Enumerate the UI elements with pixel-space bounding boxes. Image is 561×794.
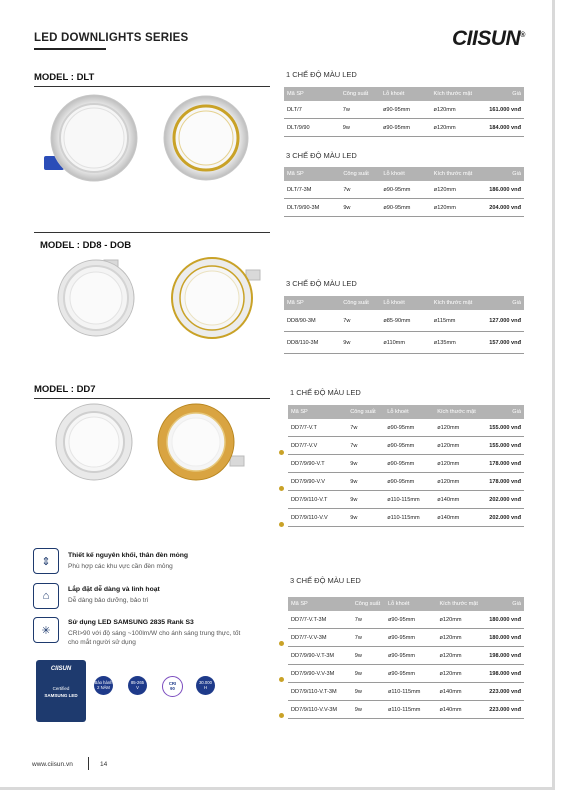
brand-logo: CIISUN®	[452, 27, 525, 50]
cell: ø90-95mm	[380, 119, 431, 137]
cell: ø110-115mm	[385, 701, 436, 719]
col-code: Mã SP	[284, 296, 340, 310]
badge-line: V	[136, 684, 139, 690]
cell: 9w	[340, 332, 380, 354]
dd7-table-2	[288, 597, 524, 719]
cell-price: 178.000 vnđ	[486, 455, 524, 473]
gold-variant-dot	[279, 522, 284, 527]
warranty-badge	[94, 676, 113, 695]
badge-line: Bảo hành	[94, 679, 113, 685]
cell: ø90-95mm	[384, 419, 434, 437]
table-header-row	[288, 405, 524, 419]
dd8-table	[284, 296, 524, 354]
model-dlt-title: MODEL : DLT	[34, 72, 95, 83]
cell-price: 127.000 vnđ	[486, 310, 524, 332]
cell: ø135mm	[431, 332, 487, 354]
cell: ø140mm	[436, 701, 486, 719]
dd7-table-1	[288, 405, 524, 527]
cell: DD7/9/90-V.T	[288, 455, 347, 473]
dlt-table-2	[284, 167, 524, 217]
col-code: Mã SP	[284, 167, 340, 181]
col-code: Mã SP	[284, 87, 340, 101]
col-face: Kích thước mặt	[436, 597, 486, 611]
cell: ø120mm	[436, 665, 486, 683]
cell: ø90-95mm	[380, 199, 430, 217]
led-chip-icon: ✳	[33, 617, 59, 643]
gold-variant-dot	[279, 486, 284, 491]
cell: 9w	[340, 119, 380, 137]
cell: ø140mm	[436, 683, 486, 701]
page-number: 14	[100, 761, 108, 768]
col-cutout: Lỗ khoét	[380, 167, 430, 181]
table-row	[288, 701, 524, 719]
cell: DD7/9/110-V.T-3M	[288, 683, 352, 701]
cell-price: 223.000 vnđ	[486, 683, 524, 701]
cell: DD7/9/90-V.V-3M	[288, 665, 352, 683]
cell: 9w	[347, 491, 384, 509]
cell: ø90-95mm	[384, 455, 434, 473]
cell: 7w	[340, 101, 380, 119]
table-row	[288, 455, 524, 473]
col-cutout: Lỗ khoét	[380, 296, 430, 310]
badge-line: 2 NĂM	[97, 684, 110, 690]
table-row	[288, 683, 524, 701]
title-underline	[34, 48, 106, 50]
cell: 9w	[352, 701, 385, 719]
cell: DD7/9/110-V.V-3M	[288, 701, 352, 719]
cell: ø120mm	[436, 647, 486, 665]
table-row	[288, 473, 524, 491]
cell: ø110-115mm	[385, 683, 436, 701]
series-title: LED DOWNLIGHTS SERIES	[34, 32, 189, 44]
divider	[34, 232, 270, 233]
cell-price: 198.000 vnđ	[486, 665, 524, 683]
cell: ø110mm	[380, 332, 430, 354]
cell: DD7/7-V.V-3M	[288, 629, 352, 647]
dlt-group2-title: 3 CHẾ ĐỘ MÀU LED	[286, 151, 357, 160]
table-row	[284, 332, 524, 354]
feature-title: Thiết kế nguyên khối, thân đèn mỏng	[68, 552, 189, 559]
dd7-group1-title: 1 CHẾ ĐỘ MÀU LED	[290, 388, 361, 397]
table-header-row	[284, 167, 524, 181]
lifespan-badge	[196, 676, 215, 695]
feature-desc: Phù hợp các khu vực cần đèn mỏng	[68, 563, 173, 570]
cell: ø90-95mm	[384, 437, 434, 455]
cell: DLT/9/90-3M	[284, 199, 340, 217]
cell: ø90-95mm	[380, 101, 431, 119]
col-cutout: Lỗ khoét	[380, 87, 431, 101]
dlt-product-image	[34, 94, 270, 184]
table-row	[288, 665, 524, 683]
cell: DD7/9/110-V.V	[288, 509, 347, 527]
samsung-certified-badge	[36, 660, 86, 722]
feature-desc: Dễ dàng bảo dưỡng, bảo trì	[68, 597, 149, 604]
table-header-row	[284, 296, 524, 310]
divider	[34, 398, 270, 399]
cell: ø110-115mm	[384, 491, 434, 509]
cell: ø110-115mm	[384, 509, 434, 527]
cell: DD7/7-V.T	[288, 419, 347, 437]
cell: 9w	[352, 665, 385, 683]
col-face: Kích thước mặt	[434, 405, 486, 419]
cell: 7w	[347, 437, 384, 455]
cell: ø90-95mm	[384, 473, 434, 491]
cell-price: 202.000 vnđ	[486, 491, 524, 509]
slim-design-icon: ⇕	[33, 548, 59, 574]
gold-variant-dot	[279, 713, 284, 718]
cell: DD7/9/90-V.V	[288, 473, 347, 491]
col-power: Công suất	[340, 296, 380, 310]
cell: ø120mm	[434, 419, 486, 437]
cell-price: 178.000 vnđ	[486, 473, 524, 491]
footer-url[interactable]: www.ciisun.vn	[32, 761, 73, 768]
table-row	[284, 310, 524, 332]
cell: DD7/9/110-V.T	[288, 491, 347, 509]
table-header-row	[284, 87, 524, 101]
col-code: Mã SP	[288, 597, 352, 611]
badge-line: CRI	[168, 680, 177, 686]
table-row	[284, 119, 524, 137]
cell-price: 180.000 vnđ	[486, 629, 524, 647]
model-dd8-title: MODEL : DD8 - DOB	[40, 240, 132, 251]
col-price: Giá	[486, 405, 524, 419]
cell-price: 202.000 vnđ	[486, 509, 524, 527]
footer-separator	[88, 757, 89, 770]
dd8-product-image	[44, 256, 274, 340]
table-row	[288, 419, 524, 437]
cell: ø140mm	[434, 509, 486, 527]
cell-price: 198.000 vnđ	[486, 647, 524, 665]
cell: ø120mm	[436, 629, 486, 647]
cell: DD7/9/90-V.T-3M	[288, 647, 352, 665]
cell-price: 186.000 vnđ	[486, 181, 524, 199]
cell: DD8/110-3M	[284, 332, 340, 354]
cell: ø140mm	[434, 491, 486, 509]
col-price: Giá	[486, 87, 524, 101]
cell: DLT/7-3M	[284, 181, 340, 199]
cell-price: 155.000 vnđ	[486, 437, 524, 455]
cell-price: 204.000 vnđ	[486, 199, 524, 217]
table-header-row	[288, 597, 524, 611]
cell: 7w	[340, 310, 380, 332]
col-price: Giá	[486, 296, 524, 310]
cell: ø120mm	[431, 101, 487, 119]
cell-price: 157.000 vnđ	[486, 332, 524, 354]
cell: 7w	[352, 611, 385, 629]
voltage-badge	[128, 676, 147, 695]
cell: 9w	[352, 647, 385, 665]
feature-title: Lắp đặt dễ dàng và linh hoạt	[68, 586, 160, 593]
feature-desc: CRI>90 với độ sáng ~100lm/W cho ánh sáng trung thực, tốt cho mắt người sử dụng	[68, 630, 241, 646]
cell: ø85-90mm	[380, 310, 430, 332]
col-power: Công suất	[340, 87, 380, 101]
table-row	[284, 199, 524, 217]
gold-variant-dot	[279, 450, 284, 455]
cell: DLT/7	[284, 101, 340, 119]
badge-line: 30.000	[199, 679, 212, 685]
cell: 9w	[340, 199, 380, 217]
gold-variant-dot	[279, 641, 284, 646]
divider	[34, 86, 270, 87]
cert-brand: CIISUN	[50, 666, 72, 672]
badge-line: H	[203, 684, 208, 690]
cert-line2: SAMSUNG LED	[44, 693, 78, 698]
install-icon: ⌂	[33, 583, 59, 609]
cell: 7w	[340, 181, 380, 199]
cri-badge	[162, 676, 183, 697]
cell: DD7/7-V.V	[288, 437, 347, 455]
cell-price: 223.000 vnđ	[486, 701, 524, 719]
cell: ø90-95mm	[385, 665, 436, 683]
cert-line1: Certified	[52, 686, 70, 691]
cell: DD7/7-V.T-3M	[288, 611, 352, 629]
badge-line: 85-265	[130, 679, 145, 685]
cell: 9w	[347, 509, 384, 527]
dlt-table-1	[284, 87, 524, 137]
table-row	[288, 491, 524, 509]
badge-line: 90	[170, 685, 175, 691]
cell: ø90-95mm	[385, 611, 436, 629]
col-code: Mã SP	[288, 405, 347, 419]
cell: DLT/9/90	[284, 119, 340, 137]
dlt-group1-title: 1 CHẾ ĐỘ MÀU LED	[286, 70, 357, 79]
col-power: Công suất	[340, 167, 380, 181]
cell: ø120mm	[436, 611, 486, 629]
cell: 9w	[347, 455, 384, 473]
cell-price: 180.000 vnđ	[486, 611, 524, 629]
cell: ø120mm	[434, 473, 486, 491]
cell: ø120mm	[431, 181, 486, 199]
cell: ø120mm	[431, 119, 487, 137]
col-face: Kích thước mặt	[431, 296, 487, 310]
col-face: Kích thước mặt	[431, 87, 487, 101]
dd8-group1-title: 3 CHẾ ĐỘ MÀU LED	[286, 279, 357, 288]
table-row	[288, 629, 524, 647]
dd7-group2-title: 3 CHẾ ĐỘ MÀU LED	[290, 576, 361, 585]
table-row	[288, 509, 524, 527]
cell: ø90-95mm	[380, 181, 430, 199]
col-face: Kích thước mặt	[431, 167, 486, 181]
cell: ø90-95mm	[385, 629, 436, 647]
cell: 9w	[352, 683, 385, 701]
table-row	[288, 647, 524, 665]
cell: ø120mm	[434, 437, 486, 455]
cell-price: 184.000 vnđ	[486, 119, 524, 137]
table-row	[284, 101, 524, 119]
col-power: Công suất	[347, 405, 384, 419]
col-price: Giá	[486, 597, 524, 611]
cell: ø120mm	[431, 199, 486, 217]
cell: 9w	[347, 473, 384, 491]
cell-price: 155.000 vnđ	[486, 419, 524, 437]
col-power: Công suất	[352, 597, 385, 611]
gold-variant-dot	[279, 677, 284, 682]
cell: 7w	[352, 629, 385, 647]
cell: ø120mm	[434, 455, 486, 473]
cell: ø115mm	[431, 310, 487, 332]
col-price: Giá	[486, 167, 524, 181]
cell: ø90-95mm	[385, 647, 436, 665]
cell: DD8/90-3M	[284, 310, 340, 332]
table-row	[288, 611, 524, 629]
col-cutout: Lỗ khoét	[384, 405, 434, 419]
cell: 7w	[347, 419, 384, 437]
cell-price: 161.000 vnđ	[486, 101, 524, 119]
model-dd7-title: MODEL : DD7	[34, 384, 96, 395]
feature-title: Sử dụng LED SAMSUNG 2835 Rank S3	[68, 619, 194, 626]
col-cutout: Lỗ khoét	[385, 597, 436, 611]
dd7-product-image	[34, 402, 266, 482]
table-row	[284, 181, 524, 199]
table-row	[288, 437, 524, 455]
